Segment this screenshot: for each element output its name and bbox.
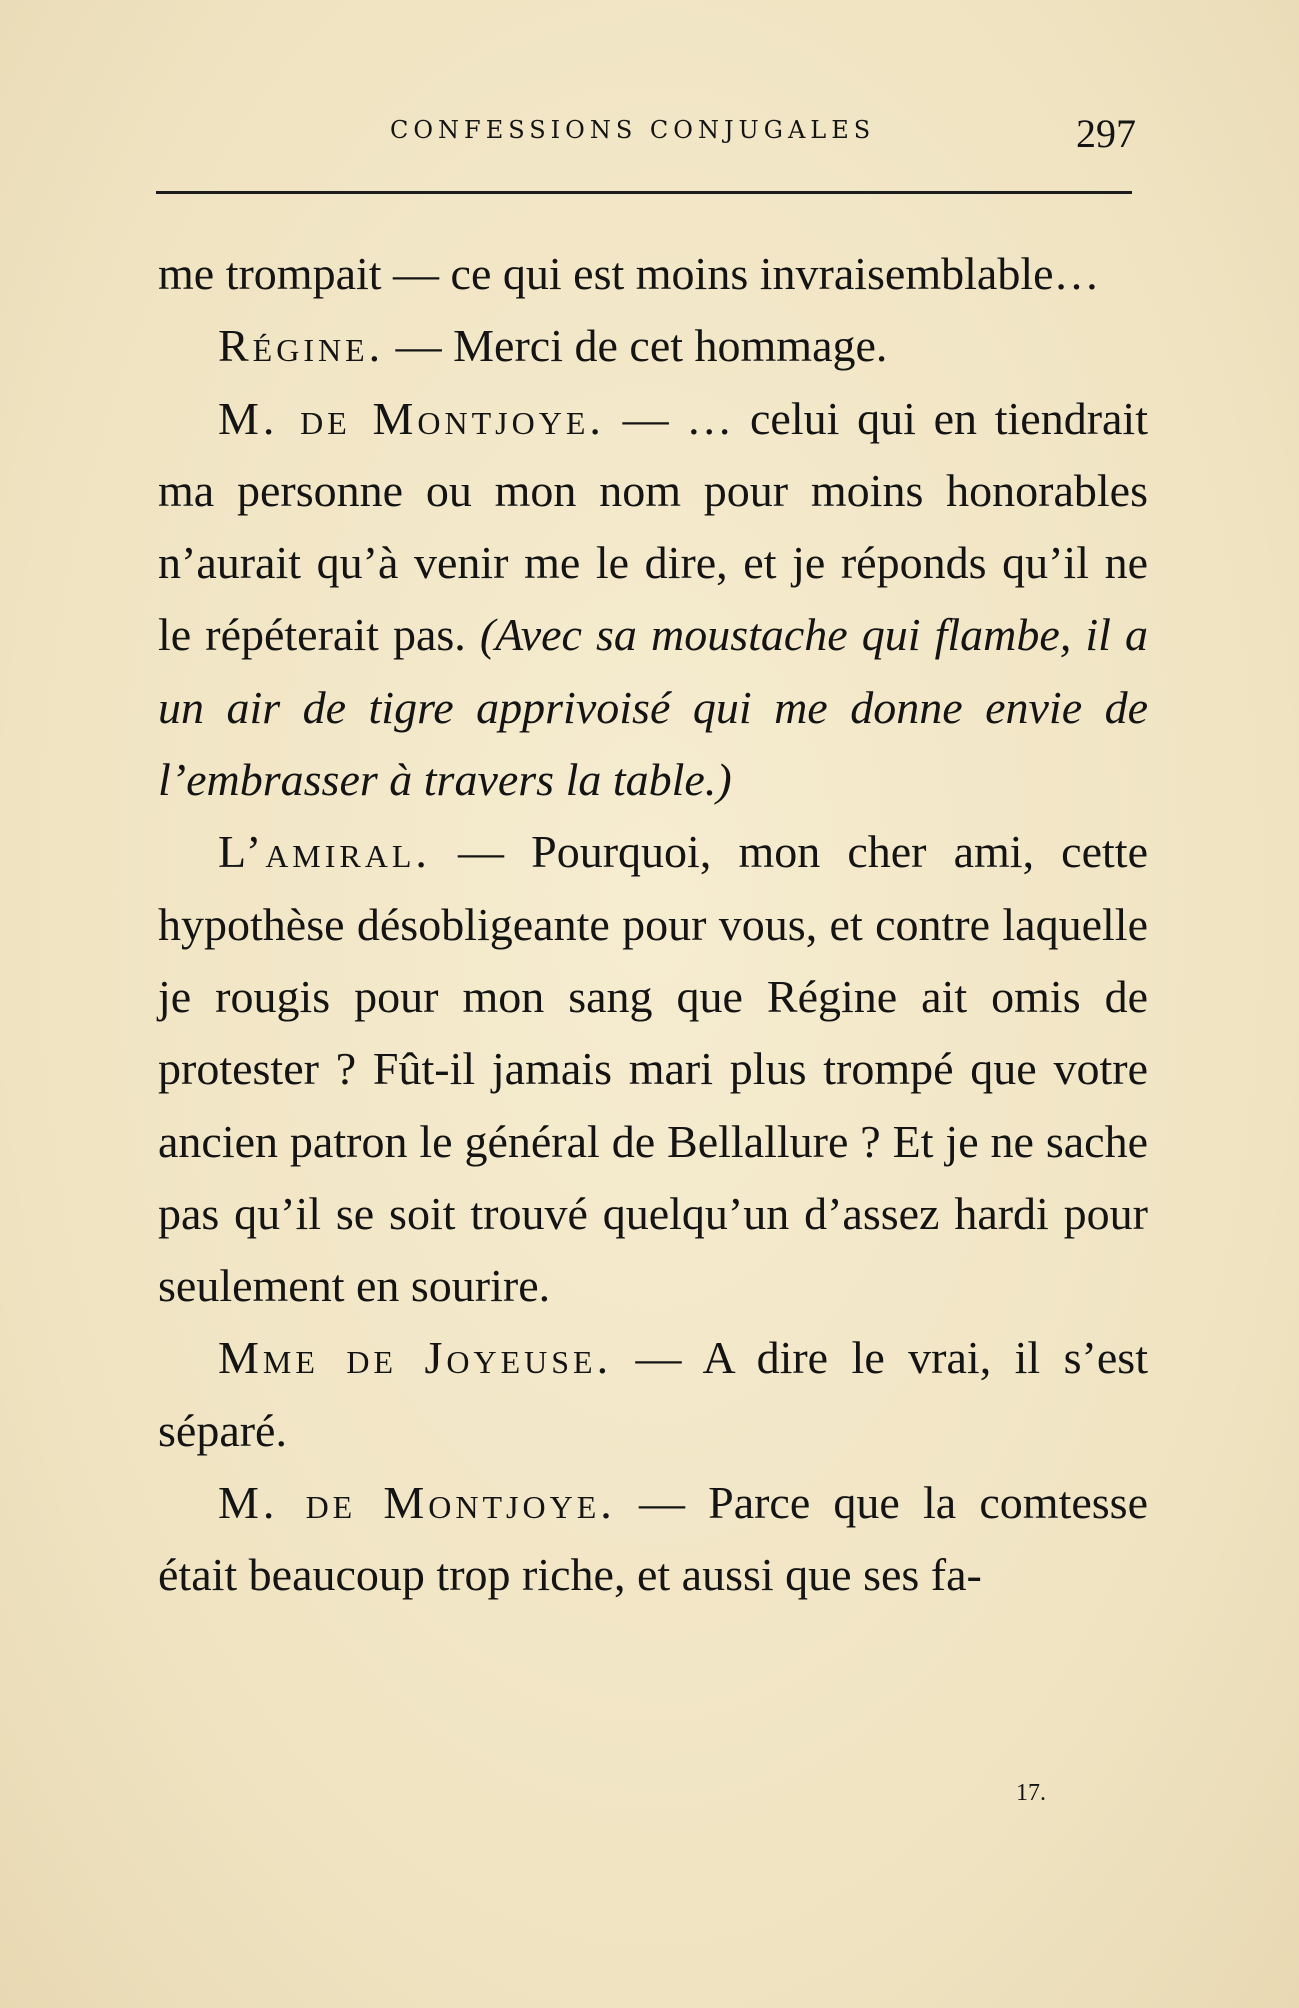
dialogue-text: — … celui qui en tiendrait ma personne ou mon nom pour moins honorables n’aurait qu’à venir me le dire, et je réponds qu’il ne le répéterait pas. bbox=[158, 392, 1148, 661]
stage-direction: (Avec sa moustache qui flambe, il a un air de tigre apprivoisé qui me donne envie de l’embrasser à travers la table.) bbox=[158, 609, 1148, 806]
dialogue-text: — Pourquoi, mon cher ami, cette hypothèse désobligeante pour vous, et contre laquelle je rougis pour mon sang que Régine ait omis de protester ? Fût-il jamais mari plus trompé que votre ancien patron le général de Bellallure ? Et je ne sache pas qu’il se soit trouvé quelqu’un d’assez hardi pour seulement en sourire. bbox=[158, 826, 1148, 1312]
page-text bbox=[158, 238, 1148, 1612]
speaker-name: L’amiral. bbox=[218, 826, 431, 878]
paragraph-text: me trompait — ce qui est moins invraisemblable… bbox=[158, 248, 1100, 299]
paragraph bbox=[158, 383, 1148, 817]
paragraph bbox=[158, 816, 1148, 1322]
speaker-name: M. de Montjoye. bbox=[218, 1477, 616, 1529]
speaker-name: Régine. bbox=[218, 320, 385, 372]
paragraph bbox=[158, 310, 1148, 382]
speaker-name: M. de Montjoye. bbox=[218, 392, 605, 444]
page-number: 297 bbox=[1076, 111, 1136, 156]
dialogue-text: — Merci de cet hommage. bbox=[384, 320, 888, 372]
speaker-name: Mme de Joyeuse. bbox=[218, 1332, 613, 1384]
signature-mark: 17. bbox=[1016, 1780, 1046, 1806]
running-head bbox=[156, 110, 1136, 160]
running-title: CONFESSIONS CONJUGALES bbox=[390, 116, 876, 144]
paragraph bbox=[158, 1467, 1148, 1612]
paragraph bbox=[158, 238, 1148, 310]
header-rule bbox=[156, 191, 1132, 194]
dialogue-text: — A dire le vrai, il s’est séparé. bbox=[158, 1332, 1148, 1456]
paragraph bbox=[158, 1322, 1148, 1467]
dialogue-text: — Parce que la comtesse était beaucoup trop riche, et aussi que ses fa- bbox=[158, 1477, 1148, 1601]
